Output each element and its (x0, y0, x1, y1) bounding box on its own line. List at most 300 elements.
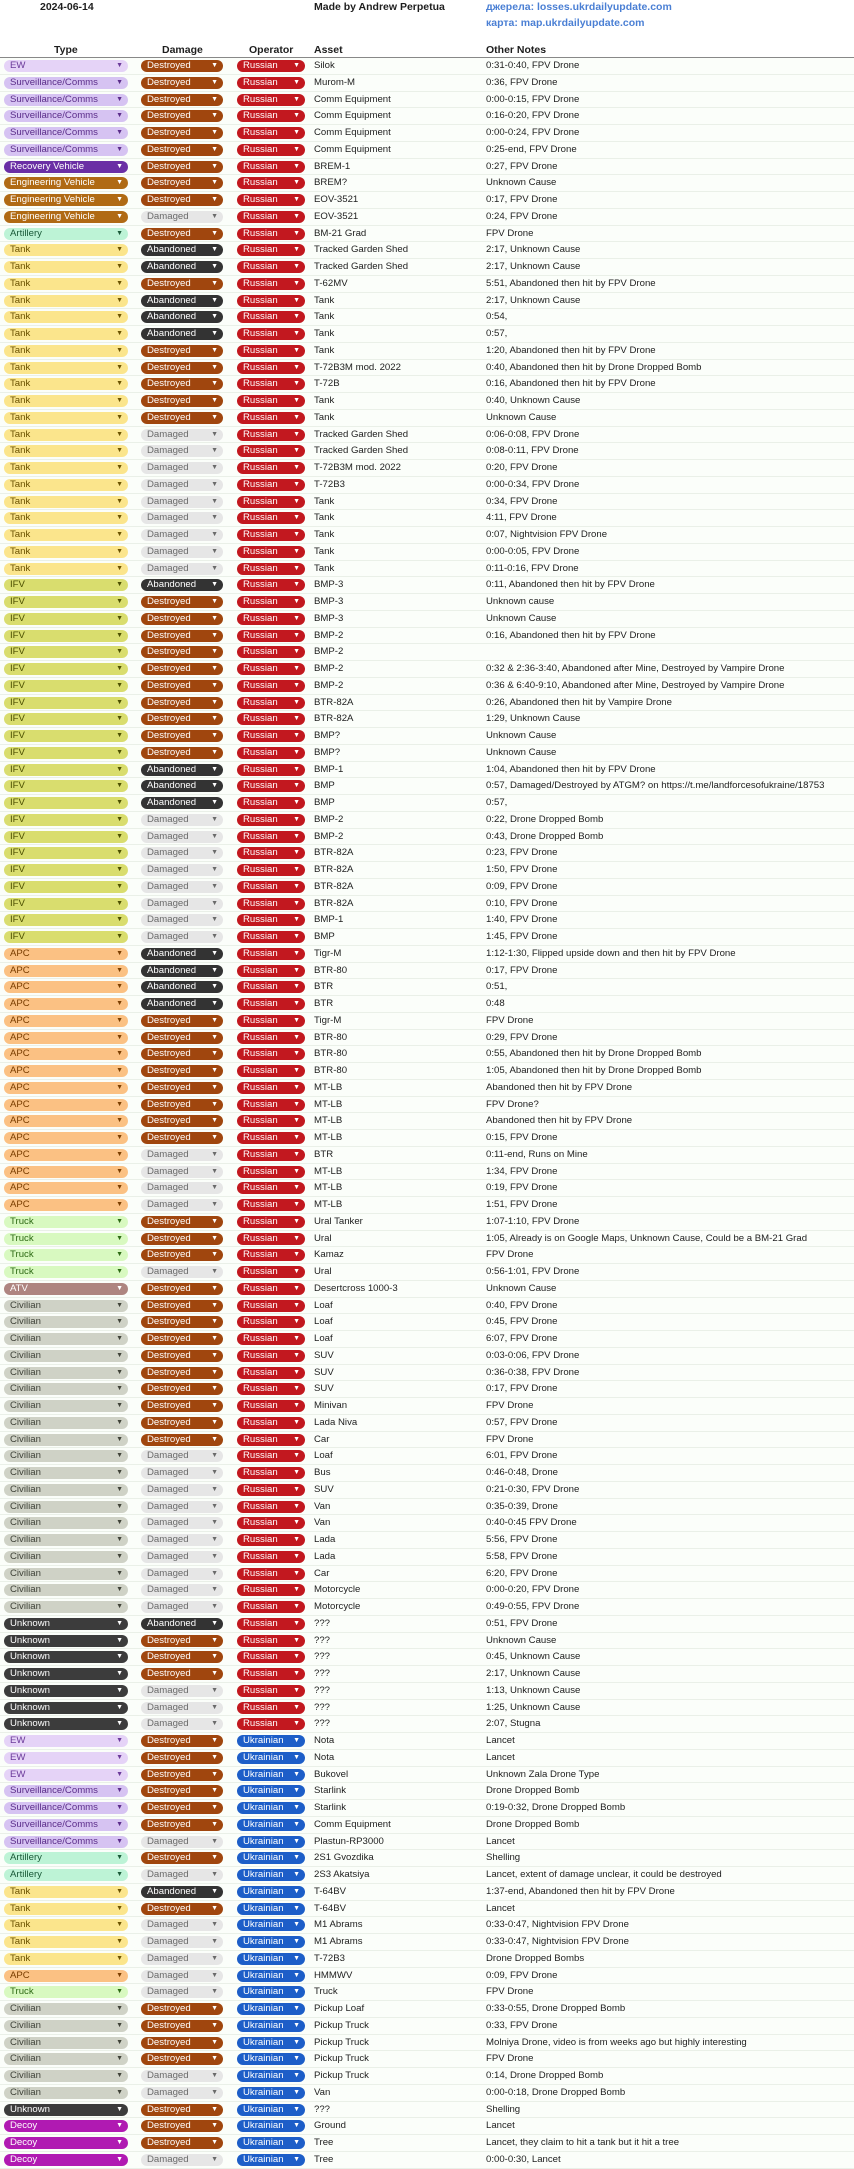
operator-dropdown[interactable] (237, 110, 305, 122)
damage-dropdown[interactable] (141, 1233, 223, 1245)
sources-link[interactable]: джерела: losses.ukrdailyupdate.com (486, 1, 672, 13)
operator-dropdown[interactable] (237, 1032, 305, 1044)
operator-dropdown[interactable] (237, 1316, 305, 1328)
asset-cell[interactable]: Nota (314, 1751, 335, 1763)
operator-dropdown[interactable] (237, 60, 305, 72)
notes-cell[interactable]: 1:25, Unknown Cause (486, 1701, 581, 1713)
asset-cell[interactable]: T-72B3M mod. 2022 (314, 361, 401, 373)
operator-dropdown[interactable] (237, 1517, 305, 1529)
operator-dropdown[interactable] (237, 2137, 305, 2149)
type-dropdown[interactable] (4, 1651, 128, 1663)
notes-cell[interactable]: Lancet (486, 1751, 515, 1763)
operator-dropdown[interactable] (237, 328, 305, 340)
operator-dropdown[interactable] (237, 1450, 305, 1462)
asset-cell[interactable]: Starlink (314, 1802, 346, 1813)
operator-dropdown[interactable] (237, 1132, 305, 1144)
notes-cell[interactable]: 0:00-0:15, FPV Drone (486, 93, 580, 105)
damage-dropdown[interactable] (141, 1568, 223, 1580)
asset-cell[interactable]: Loaf (314, 1333, 333, 1344)
operator-dropdown[interactable] (237, 1584, 305, 1596)
asset-cell[interactable]: Pickup Truck (314, 2036, 369, 2048)
damage-dropdown[interactable] (141, 1651, 223, 1663)
asset-cell[interactable]: BTR-80 (314, 964, 348, 976)
damage-dropdown[interactable] (141, 898, 223, 910)
operator-dropdown[interactable] (237, 898, 305, 910)
type-dropdown[interactable] (4, 512, 128, 524)
asset-cell[interactable]: BREM-1 (314, 160, 351, 172)
type-dropdown[interactable] (4, 1199, 128, 1211)
operator-dropdown[interactable] (237, 1015, 305, 1027)
notes-cell[interactable]: FPV Drone (486, 1400, 534, 1411)
type-dropdown[interactable] (4, 764, 128, 776)
damage-dropdown[interactable] (141, 1836, 223, 1848)
asset-cell[interactable]: ??? (314, 1617, 331, 1629)
notes-cell[interactable]: 1:37-end, Abandoned then hit by FPV Drone (486, 1885, 675, 1897)
asset-cell[interactable]: ??? (314, 2103, 331, 2115)
operator-dropdown[interactable] (237, 1651, 305, 1663)
operator-dropdown[interactable] (237, 77, 305, 89)
type-dropdown[interactable] (4, 1769, 128, 1781)
damage-dropdown[interactable] (141, 1685, 223, 1697)
notes-cell[interactable]: Unknown Cause (486, 177, 557, 189)
operator-dropdown[interactable] (237, 362, 305, 374)
asset-cell[interactable]: Comm Equipment (314, 93, 391, 105)
damage-dropdown[interactable] (141, 362, 223, 374)
type-dropdown[interactable] (4, 1283, 128, 1295)
damage-dropdown[interactable] (141, 1953, 223, 1965)
type-dropdown[interactable] (4, 362, 128, 374)
type-dropdown[interactable] (4, 1936, 128, 1948)
asset-cell[interactable]: Car (314, 1433, 330, 1445)
damage-dropdown[interactable] (141, 496, 223, 508)
asset-cell[interactable]: Van (314, 1500, 331, 1512)
operator-dropdown[interactable] (237, 948, 305, 960)
operator-dropdown[interactable] (237, 1082, 305, 1094)
asset-cell[interactable]: Lada (314, 1534, 336, 1545)
damage-dropdown[interactable] (141, 1065, 223, 1077)
type-dropdown[interactable] (4, 914, 128, 926)
notes-cell[interactable]: 0:33-0:47, Nightvision FPV Drone (486, 1936, 629, 1947)
operator-dropdown[interactable] (237, 261, 305, 273)
asset-cell[interactable]: MT-LB (314, 1081, 343, 1093)
notes-cell[interactable]: 0:36, FPV Drone (486, 76, 558, 88)
notes-cell[interactable]: 2:07, Stugna (486, 1718, 541, 1730)
notes-cell[interactable]: Unknown Cause (486, 1634, 557, 1646)
asset-cell[interactable]: Pickup Loaf (314, 2003, 365, 2014)
damage-dropdown[interactable] (141, 77, 223, 89)
notes-cell[interactable]: FPV Drone (486, 2053, 534, 2065)
damage-dropdown[interactable] (141, 395, 223, 407)
damage-dropdown[interactable] (141, 965, 223, 977)
asset-cell[interactable]: MT-LB (314, 1165, 343, 1177)
asset-cell[interactable]: Van (314, 2086, 331, 2098)
notes-cell[interactable]: 0:27, FPV Drone (486, 160, 558, 172)
operator-dropdown[interactable] (237, 295, 305, 307)
asset-cell[interactable]: BTR-80 (314, 1031, 348, 1043)
notes-cell[interactable]: 0:45, FPV Drone (486, 1316, 558, 1328)
damage-dropdown[interactable] (141, 2120, 223, 2132)
type-dropdown[interactable] (4, 1166, 128, 1178)
notes-cell[interactable]: 0:10, FPV Drone (486, 897, 558, 909)
notes-cell[interactable]: Unknown Cause (486, 1282, 557, 1294)
type-dropdown[interactable] (4, 2120, 128, 2132)
operator-dropdown[interactable] (237, 228, 305, 240)
operator-dropdown[interactable] (237, 2053, 305, 2065)
asset-cell[interactable]: Ural Tanker (314, 1215, 363, 1227)
type-dropdown[interactable] (4, 847, 128, 859)
type-dropdown[interactable] (4, 2087, 128, 2099)
notes-cell[interactable]: 0:36 & 6:40-9:10, Abandoned after Mine, Destroyed by Vampire Drone (486, 679, 785, 691)
notes-cell[interactable]: 2:17, Unknown Cause (486, 1668, 581, 1679)
asset-cell[interactable]: Bukovel (314, 1768, 349, 1780)
type-dropdown[interactable] (4, 1752, 128, 1764)
damage-dropdown[interactable] (141, 2003, 223, 2015)
notes-cell[interactable]: 0:09, FPV Drone (486, 1969, 558, 1981)
operator-dropdown[interactable] (237, 1166, 305, 1178)
asset-cell[interactable]: Tank (314, 294, 335, 306)
operator-dropdown[interactable] (237, 1752, 305, 1764)
asset-cell[interactable]: Bus (314, 1467, 331, 1478)
notes-cell[interactable]: 4:11, FPV Drone (486, 512, 557, 524)
type-dropdown[interactable] (4, 1869, 128, 1881)
operator-dropdown[interactable] (237, 2120, 305, 2132)
type-dropdown[interactable] (4, 1182, 128, 1194)
operator-dropdown[interactable] (237, 1551, 305, 1563)
damage-dropdown[interactable] (141, 814, 223, 826)
operator-dropdown[interactable] (237, 730, 305, 742)
type-dropdown[interactable] (4, 1350, 128, 1362)
type-dropdown[interactable] (4, 60, 128, 72)
notes-cell[interactable]: 0:40, FPV Drone (486, 1299, 558, 1311)
damage-dropdown[interactable] (141, 127, 223, 139)
notes-cell[interactable]: 1:20, Abandoned then hit by FPV Drone (486, 344, 656, 356)
type-dropdown[interactable] (4, 680, 128, 692)
notes-cell[interactable]: FPV Drone (486, 227, 534, 239)
notes-cell[interactable]: 2:17, Unknown Cause (486, 261, 581, 272)
operator-dropdown[interactable] (237, 1149, 305, 1161)
damage-dropdown[interactable] (141, 378, 223, 390)
asset-cell[interactable]: T-72B3M mod. 2022 (314, 462, 401, 473)
type-dropdown[interactable] (4, 998, 128, 1010)
damage-dropdown[interactable] (141, 1082, 223, 1094)
notes-cell[interactable]: 0:03-0:06, FPV Drone (486, 1349, 580, 1361)
notes-cell[interactable]: Lancet, extent of damage unclear, it could be destroyed (486, 1869, 722, 1880)
asset-cell[interactable]: T-64BV (314, 1902, 346, 1914)
notes-cell[interactable]: FPV Drone (486, 1433, 534, 1445)
asset-cell[interactable]: BMP-2 (314, 813, 344, 825)
asset-cell[interactable]: Motorcycle (314, 1601, 361, 1612)
operator-dropdown[interactable] (237, 345, 305, 357)
asset-cell[interactable]: BM-21 Grad (314, 227, 367, 239)
type-dropdown[interactable] (4, 2003, 128, 2015)
asset-cell[interactable]: ??? (314, 1701, 331, 1713)
type-dropdown[interactable] (4, 730, 128, 742)
notes-cell[interactable]: 5:56, FPV Drone (486, 1534, 558, 1545)
type-dropdown[interactable] (4, 1400, 128, 1412)
asset-cell[interactable]: M1 Abrams (314, 1936, 363, 1947)
asset-cell[interactable]: Tank (314, 545, 335, 557)
operator-dropdown[interactable] (237, 831, 305, 843)
type-dropdown[interactable] (4, 1216, 128, 1228)
operator-dropdown[interactable] (237, 94, 305, 106)
damage-dropdown[interactable] (141, 1383, 223, 1395)
asset-cell[interactable]: BMP (314, 931, 335, 942)
notes-cell[interactable]: 0:33-0:47, Nightvision FPV Drone (486, 1919, 629, 1931)
notes-cell[interactable]: 0:17, FPV Drone (486, 194, 558, 205)
notes-cell[interactable]: 0:51, FPV Drone (486, 1617, 558, 1629)
asset-cell[interactable]: SUV (314, 1483, 334, 1495)
operator-dropdown[interactable] (237, 127, 305, 139)
damage-dropdown[interactable] (141, 2037, 223, 2049)
operator-dropdown[interactable] (237, 814, 305, 826)
asset-cell[interactable]: BTR-80 (314, 1048, 348, 1060)
operator-dropdown[interactable] (237, 1417, 305, 1429)
asset-cell[interactable]: BTR (314, 998, 334, 1009)
notes-cell[interactable]: 0:11-end, Runs on Mine (486, 1148, 588, 1160)
asset-cell[interactable]: ??? (314, 1718, 331, 1730)
type-dropdown[interactable] (4, 1970, 128, 1982)
type-dropdown[interactable] (4, 445, 128, 457)
type-dropdown[interactable] (4, 1802, 128, 1814)
type-dropdown[interactable] (4, 814, 128, 826)
operator-dropdown[interactable] (237, 2154, 305, 2166)
damage-dropdown[interactable] (141, 579, 223, 591)
damage-dropdown[interactable] (141, 1467, 223, 1479)
damage-dropdown[interactable] (141, 697, 223, 709)
notes-cell[interactable]: FPV Drone (486, 1986, 534, 1998)
asset-cell[interactable]: BMP-2 (314, 679, 344, 691)
type-dropdown[interactable] (4, 94, 128, 106)
notes-cell[interactable]: 1:40, FPV Drone (486, 914, 558, 926)
notes-cell[interactable]: 0:21-0:30, FPV Drone (486, 1483, 580, 1495)
operator-dropdown[interactable] (237, 2070, 305, 2082)
operator-dropdown[interactable] (237, 194, 305, 206)
damage-dropdown[interactable] (141, 764, 223, 776)
type-dropdown[interactable] (4, 1249, 128, 1261)
operator-dropdown[interactable] (237, 1065, 305, 1077)
damage-dropdown[interactable] (141, 94, 223, 106)
operator-dropdown[interactable] (237, 1852, 305, 1864)
damage-dropdown[interactable] (141, 981, 223, 993)
asset-cell[interactable]: Comm Equipment (314, 1818, 391, 1830)
type-dropdown[interactable] (4, 948, 128, 960)
asset-cell[interactable]: 2S3 Akatsiya (314, 1869, 370, 1880)
type-dropdown[interactable] (4, 412, 128, 424)
asset-cell[interactable]: Tank (314, 311, 335, 323)
notes-cell[interactable]: 6:01, FPV Drone (486, 1450, 558, 1462)
asset-cell[interactable]: BMP (314, 797, 335, 808)
asset-cell[interactable]: BTR-82A (314, 880, 354, 892)
asset-cell[interactable]: Lada Niva (314, 1416, 358, 1428)
notes-cell[interactable]: 1:05, Abandoned then hit by Drone Dropped Bomb (486, 1065, 702, 1076)
asset-cell[interactable]: EOV-3521 (314, 210, 359, 222)
notes-cell[interactable]: Molniya Drone, video is from weeks ago but highly interesting (486, 2036, 747, 2048)
operator-dropdown[interactable] (237, 2104, 305, 2116)
type-dropdown[interactable] (4, 2137, 128, 2149)
notes-cell[interactable]: 0:23, FPV Drone (486, 847, 558, 859)
asset-cell[interactable]: MT-LB (314, 1115, 343, 1127)
type-dropdown[interactable] (4, 1383, 128, 1395)
damage-dropdown[interactable] (141, 1735, 223, 1747)
notes-cell[interactable]: Shelling (486, 2103, 521, 2115)
operator-dropdown[interactable] (237, 1869, 305, 1881)
asset-cell[interactable]: Comm Equipment (314, 127, 391, 138)
notes-cell[interactable]: Drone Dropped Bomb (486, 1785, 580, 1797)
asset-cell[interactable]: Silok (314, 60, 335, 71)
asset-cell[interactable]: Car (314, 1567, 330, 1579)
asset-cell[interactable]: Comm Equipment (314, 110, 391, 122)
operator-dropdown[interactable] (237, 1702, 305, 1714)
notes-cell[interactable]: 6:20, FPV Drone (486, 1567, 558, 1579)
type-dropdown[interactable] (4, 1584, 128, 1596)
damage-dropdown[interactable] (141, 1986, 223, 1998)
operator-dropdown[interactable] (237, 1383, 305, 1395)
operator-dropdown[interactable] (237, 780, 305, 792)
type-dropdown[interactable] (4, 1501, 128, 1513)
damage-dropdown[interactable] (141, 1551, 223, 1563)
damage-dropdown[interactable] (141, 646, 223, 658)
operator-dropdown[interactable] (237, 1769, 305, 1781)
type-dropdown[interactable] (4, 378, 128, 390)
type-dropdown[interactable] (4, 1953, 128, 1965)
operator-dropdown[interactable] (237, 1802, 305, 1814)
damage-dropdown[interactable] (141, 864, 223, 876)
asset-cell[interactable]: Tank (314, 395, 335, 406)
notes-cell[interactable]: 0:25-end, FPV Drone (486, 143, 577, 155)
asset-cell[interactable]: MT-LB (314, 1098, 343, 1110)
type-dropdown[interactable] (4, 1417, 128, 1429)
notes-cell[interactable]: Unknown Cause (486, 612, 557, 624)
notes-cell[interactable]: 0:45, Unknown Cause (486, 1651, 581, 1663)
notes-cell[interactable]: 0:35-0:39, Drone (486, 1500, 558, 1512)
operator-dropdown[interactable] (237, 1099, 305, 1111)
asset-cell[interactable]: Ural (314, 1232, 332, 1244)
damage-dropdown[interactable] (141, 1702, 223, 1714)
operator-dropdown[interactable] (237, 747, 305, 759)
damage-dropdown[interactable] (141, 278, 223, 290)
operator-dropdown[interactable] (237, 981, 305, 993)
type-dropdown[interactable] (4, 177, 128, 189)
asset-cell[interactable]: ??? (314, 1634, 331, 1646)
type-dropdown[interactable] (4, 1099, 128, 1111)
notes-cell[interactable]: 0:16-0:20, FPV Drone (486, 110, 580, 122)
notes-cell[interactable]: 5:51, Abandoned then hit by FPV Drone (486, 277, 656, 289)
type-dropdown[interactable] (4, 228, 128, 240)
operator-dropdown[interactable] (237, 1534, 305, 1546)
type-dropdown[interactable] (4, 127, 128, 139)
operator-dropdown[interactable] (237, 1718, 305, 1730)
type-dropdown[interactable] (4, 1735, 128, 1747)
operator-dropdown[interactable] (237, 1970, 305, 1982)
notes-cell[interactable]: 0:40-0:45 FPV Drone (486, 1517, 577, 1529)
notes-cell[interactable]: 1:50, FPV Drone (486, 864, 558, 875)
type-dropdown[interactable] (4, 77, 128, 89)
asset-cell[interactable]: Pickup Truck (314, 2019, 369, 2031)
type-dropdown[interactable] (4, 1718, 128, 1730)
type-dropdown[interactable] (4, 1048, 128, 1060)
operator-dropdown[interactable] (237, 378, 305, 390)
type-dropdown[interactable] (4, 697, 128, 709)
type-dropdown[interactable] (4, 613, 128, 625)
asset-cell[interactable]: BMP-3 (314, 596, 344, 607)
operator-dropdown[interactable] (237, 479, 305, 491)
damage-dropdown[interactable] (141, 2020, 223, 2032)
asset-cell[interactable]: Ural (314, 1266, 332, 1277)
damage-dropdown[interactable] (141, 1501, 223, 1513)
damage-dropdown[interactable] (141, 1132, 223, 1144)
notes-cell[interactable]: 1:45, FPV Drone (486, 931, 558, 942)
damage-dropdown[interactable] (141, 328, 223, 340)
damage-dropdown[interactable] (141, 412, 223, 424)
damage-dropdown[interactable] (141, 630, 223, 642)
asset-cell[interactable]: ??? (314, 1668, 331, 1679)
damage-dropdown[interactable] (141, 1534, 223, 1546)
damage-dropdown[interactable] (141, 1266, 223, 1278)
asset-cell[interactable]: Lada (314, 1550, 336, 1562)
asset-cell[interactable]: Minivan (314, 1400, 348, 1411)
damage-dropdown[interactable] (141, 1584, 223, 1596)
type-dropdown[interactable] (4, 295, 128, 307)
type-dropdown[interactable] (4, 1836, 128, 1848)
notes-cell[interactable]: 0:17, FPV Drone (486, 964, 558, 976)
asset-cell[interactable]: BTR-82A (314, 696, 354, 708)
operator-dropdown[interactable] (237, 445, 305, 457)
damage-dropdown[interactable] (141, 1936, 223, 1948)
operator-dropdown[interactable] (237, 211, 305, 223)
type-dropdown[interactable] (4, 496, 128, 508)
type-dropdown[interactable] (4, 1333, 128, 1345)
type-dropdown[interactable] (4, 1886, 128, 1898)
operator-dropdown[interactable] (237, 1233, 305, 1245)
asset-cell[interactable]: Comm Equipment (314, 143, 391, 155)
notes-cell[interactable]: 0:43, Drone Dropped Bomb (486, 830, 604, 842)
type-dropdown[interactable] (4, 1601, 128, 1613)
notes-cell[interactable]: 0:11-0:16, FPV Drone (486, 562, 579, 574)
damage-dropdown[interactable] (141, 797, 223, 809)
notes-cell[interactable]: 5:58, FPV Drone (486, 1550, 558, 1562)
notes-cell[interactable]: 0:06-0:08, FPV Drone (486, 428, 580, 440)
damage-dropdown[interactable] (141, 1283, 223, 1295)
damage-dropdown[interactable] (141, 60, 223, 72)
type-dropdown[interactable] (4, 1300, 128, 1312)
damage-dropdown[interactable] (141, 613, 223, 625)
damage-dropdown[interactable] (141, 1199, 223, 1211)
notes-cell[interactable]: Drone Dropped Bombs (486, 1952, 585, 1964)
notes-cell[interactable]: 1:29, Unknown Cause (486, 713, 581, 725)
type-dropdown[interactable] (4, 2020, 128, 2032)
damage-dropdown[interactable] (141, 479, 223, 491)
asset-cell[interactable]: Starlink (314, 1785, 346, 1797)
operator-dropdown[interactable] (237, 764, 305, 776)
type-dropdown[interactable] (4, 2104, 128, 2116)
damage-dropdown[interactable] (141, 1752, 223, 1764)
damage-dropdown[interactable] (141, 1517, 223, 1529)
type-dropdown[interactable] (4, 1819, 128, 1831)
notes-cell[interactable]: 2:17, Unknown Cause (486, 244, 581, 256)
operator-dropdown[interactable] (237, 462, 305, 474)
notes-cell[interactable]: 0:57, Damaged/Destroyed by ATGM? on https://t.me/landforcesofukraine/18753 (486, 780, 825, 792)
operator-dropdown[interactable] (237, 1266, 305, 1278)
notes-cell[interactable]: 0:49-0:55, FPV Drone (486, 1601, 580, 1612)
notes-cell[interactable]: 6:07, FPV Drone (486, 1333, 558, 1344)
type-dropdown[interactable] (4, 1484, 128, 1496)
notes-cell[interactable]: 0:26, Abandoned then hit by Vampire Drone (486, 696, 672, 708)
asset-cell[interactable]: Loaf (314, 1299, 333, 1311)
notes-cell[interactable]: 1:12-1:30, Flipped upside down and then hit by FPV Drone (486, 947, 736, 959)
asset-cell[interactable]: BMP-1 (314, 763, 344, 775)
notes-cell[interactable]: 1:05, Already is on Google Maps, Unknown Cause, Could be a BM-21 Grad (486, 1232, 808, 1244)
type-dropdown[interactable] (4, 931, 128, 943)
